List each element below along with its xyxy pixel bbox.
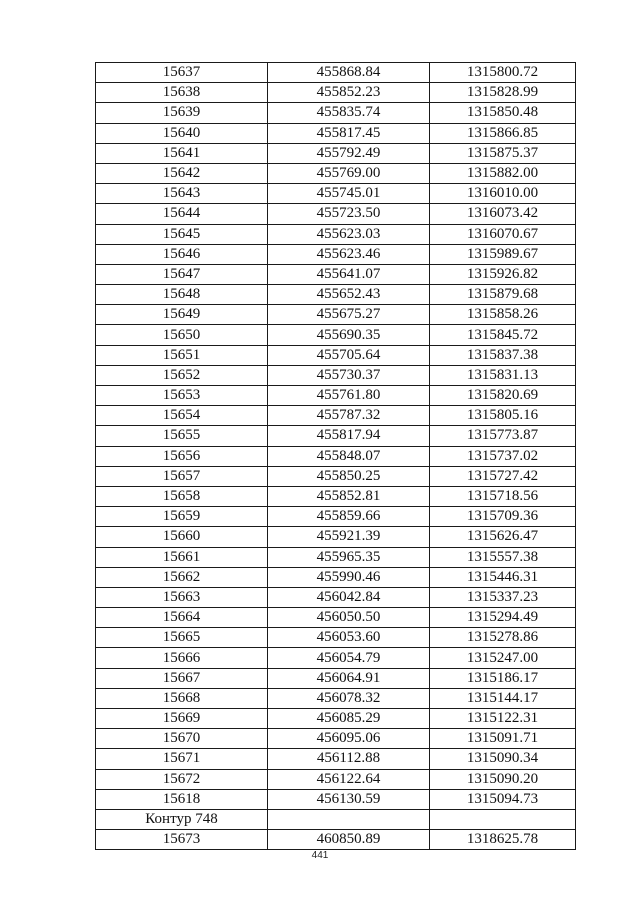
point-number-cell: 15670 (96, 729, 268, 749)
y-coordinate-cell: 1315094.73 (430, 789, 576, 809)
x-coordinate-cell: 455859.66 (268, 507, 430, 527)
x-coordinate-cell: 455723.50 (268, 204, 430, 224)
table-row (96, 486, 576, 506)
point-number-cell: 15652 (96, 365, 268, 385)
x-coordinate-cell: 460850.89 (268, 830, 430, 850)
x-coordinate-cell: 455817.94 (268, 426, 430, 446)
empty-cell (268, 809, 430, 829)
point-number-cell: 15654 (96, 406, 268, 426)
point-number-cell: 15660 (96, 527, 268, 547)
x-coordinate-cell: 455675.27 (268, 305, 430, 325)
table-row (96, 527, 576, 547)
y-coordinate-cell: 1315850.48 (430, 103, 576, 123)
table-row (96, 325, 576, 345)
x-coordinate-cell: 456095.06 (268, 729, 430, 749)
y-coordinate-cell: 1315557.38 (430, 547, 576, 567)
table-row (96, 466, 576, 486)
point-number-cell: 15665 (96, 628, 268, 648)
x-coordinate-cell: 455965.35 (268, 547, 430, 567)
table-row (96, 789, 576, 809)
y-coordinate-cell: 1315989.67 (430, 244, 576, 264)
point-number-cell: 15642 (96, 163, 268, 183)
coordinates-table (95, 62, 576, 850)
x-coordinate-cell: 455745.01 (268, 184, 430, 204)
point-number-cell: 15640 (96, 123, 268, 143)
y-coordinate-cell: 1315737.02 (430, 446, 576, 466)
y-coordinate-cell: 1315882.00 (430, 163, 576, 183)
table-row (96, 547, 576, 567)
table-row (96, 769, 576, 789)
point-number-cell: 15650 (96, 325, 268, 345)
point-number-cell: 15671 (96, 749, 268, 769)
table-row (96, 285, 576, 305)
x-coordinate-cell: 456042.84 (268, 587, 430, 607)
point-number-cell: 15639 (96, 103, 268, 123)
point-number-cell: 15664 (96, 608, 268, 628)
point-number-cell: 15638 (96, 83, 268, 103)
y-coordinate-cell: 1315122.31 (430, 709, 576, 729)
table-row (96, 668, 576, 688)
y-coordinate-cell: 1315278.86 (430, 628, 576, 648)
y-coordinate-cell: 1315858.26 (430, 305, 576, 325)
y-coordinate-cell: 1316073.42 (430, 204, 576, 224)
x-coordinate-cell: 456085.29 (268, 709, 430, 729)
point-number-cell: 15653 (96, 386, 268, 406)
x-coordinate-cell: 456122.64 (268, 769, 430, 789)
table-row (96, 204, 576, 224)
table-row (96, 63, 576, 83)
table-row (96, 345, 576, 365)
x-coordinate-cell: 455868.84 (268, 63, 430, 83)
table-row (96, 224, 576, 244)
point-number-cell: 15668 (96, 688, 268, 708)
x-coordinate-cell: 456078.32 (268, 688, 430, 708)
x-coordinate-cell: 456112.88 (268, 749, 430, 769)
table-row (96, 83, 576, 103)
x-coordinate-cell: 456064.91 (268, 668, 430, 688)
y-coordinate-cell: 1315837.38 (430, 345, 576, 365)
y-coordinate-cell: 1315820.69 (430, 386, 576, 406)
x-coordinate-cell: 455787.32 (268, 406, 430, 426)
x-coordinate-cell: 455921.39 (268, 527, 430, 547)
point-number-cell: 15672 (96, 769, 268, 789)
x-coordinate-cell: 456054.79 (268, 648, 430, 668)
x-coordinate-cell: 455761.80 (268, 386, 430, 406)
point-number-cell: 15649 (96, 305, 268, 325)
x-coordinate-cell: 455623.46 (268, 244, 430, 264)
table-row (96, 264, 576, 284)
x-coordinate-cell: 455852.23 (268, 83, 430, 103)
table-row (96, 567, 576, 587)
point-number-cell: 15666 (96, 648, 268, 668)
point-number-cell: 15637 (96, 63, 268, 83)
x-coordinate-cell: 455652.43 (268, 285, 430, 305)
table-row (96, 103, 576, 123)
table-row (96, 608, 576, 628)
table-row (96, 305, 576, 325)
point-number-cell: 15641 (96, 143, 268, 163)
table-row (96, 830, 576, 850)
x-coordinate-cell: 455641.07 (268, 264, 430, 284)
y-coordinate-cell: 1315800.72 (430, 63, 576, 83)
page-number: 441 (311, 850, 329, 861)
y-coordinate-cell: 1316070.67 (430, 224, 576, 244)
table-row (96, 587, 576, 607)
y-coordinate-cell: 1315831.13 (430, 365, 576, 385)
x-coordinate-cell: 455848.07 (268, 446, 430, 466)
x-coordinate-cell: 456050.50 (268, 608, 430, 628)
empty-cell (430, 809, 576, 829)
point-number-cell: 15662 (96, 567, 268, 587)
x-coordinate-cell: 455623.03 (268, 224, 430, 244)
point-number-cell: 15667 (96, 668, 268, 688)
point-number-cell: 15647 (96, 264, 268, 284)
table-row (96, 688, 576, 708)
y-coordinate-cell: 1315090.34 (430, 749, 576, 769)
table-row (96, 749, 576, 769)
x-coordinate-cell: 455730.37 (268, 365, 430, 385)
point-number-cell: 15658 (96, 486, 268, 506)
point-number-cell: 15657 (96, 466, 268, 486)
y-coordinate-cell: 1315926.82 (430, 264, 576, 284)
x-coordinate-cell: 455852.81 (268, 486, 430, 506)
point-number-cell: 15656 (96, 446, 268, 466)
y-coordinate-cell: 1315337.23 (430, 587, 576, 607)
y-coordinate-cell: 1315773.87 (430, 426, 576, 446)
table-row (96, 143, 576, 163)
table-row (96, 446, 576, 466)
table-row (96, 184, 576, 204)
y-coordinate-cell: 1315805.16 (430, 406, 576, 426)
y-coordinate-cell: 1315294.49 (430, 608, 576, 628)
y-coordinate-cell: 1315727.42 (430, 466, 576, 486)
x-coordinate-cell: 455850.25 (268, 466, 430, 486)
point-number-cell: 15663 (96, 587, 268, 607)
x-coordinate-cell: 455769.00 (268, 163, 430, 183)
x-coordinate-cell: 456130.59 (268, 789, 430, 809)
point-number-cell: 15655 (96, 426, 268, 446)
table-row (96, 244, 576, 264)
x-coordinate-cell: 455690.35 (268, 325, 430, 345)
table-row (96, 426, 576, 446)
table-row (96, 163, 576, 183)
contour-label: Контур 748 (96, 809, 268, 829)
y-coordinate-cell: 1318625.78 (430, 830, 576, 850)
table-row (96, 123, 576, 143)
table-row (96, 628, 576, 648)
point-number-cell: 15669 (96, 709, 268, 729)
table-row (96, 729, 576, 749)
x-coordinate-cell: 456053.60 (268, 628, 430, 648)
contour-header-row (96, 809, 576, 829)
x-coordinate-cell: 455990.46 (268, 567, 430, 587)
table-row (96, 386, 576, 406)
point-number-cell: 15643 (96, 184, 268, 204)
y-coordinate-cell: 1315845.72 (430, 325, 576, 345)
y-coordinate-cell: 1315091.71 (430, 729, 576, 749)
x-coordinate-cell: 455817.45 (268, 123, 430, 143)
y-coordinate-cell: 1315144.17 (430, 688, 576, 708)
point-number-cell: 15659 (96, 507, 268, 527)
point-number-cell: 15661 (96, 547, 268, 567)
y-coordinate-cell: 1315709.36 (430, 507, 576, 527)
y-coordinate-cell: 1315186.17 (430, 668, 576, 688)
table-row (96, 365, 576, 385)
x-coordinate-cell: 455835.74 (268, 103, 430, 123)
point-number-cell: 15618 (96, 789, 268, 809)
y-coordinate-cell: 1315446.31 (430, 567, 576, 587)
table-row (96, 648, 576, 668)
y-coordinate-cell: 1315879.68 (430, 285, 576, 305)
point-number-cell: 15646 (96, 244, 268, 264)
y-coordinate-cell: 1315875.37 (430, 143, 576, 163)
y-coordinate-cell: 1315718.56 (430, 486, 576, 506)
y-coordinate-cell: 1316010.00 (430, 184, 576, 204)
y-coordinate-cell: 1315626.47 (430, 527, 576, 547)
y-coordinate-cell: 1315247.00 (430, 648, 576, 668)
y-coordinate-cell: 1315866.85 (430, 123, 576, 143)
point-number-cell: 15651 (96, 345, 268, 365)
y-coordinate-cell: 1315090.20 (430, 769, 576, 789)
x-coordinate-cell: 455705.64 (268, 345, 430, 365)
table-row (96, 507, 576, 527)
table-row (96, 709, 576, 729)
point-number-cell: 15648 (96, 285, 268, 305)
point-number-cell: 15673 (96, 830, 268, 850)
point-number-cell: 15644 (96, 204, 268, 224)
y-coordinate-cell: 1315828.99 (430, 83, 576, 103)
point-number-cell: 15645 (96, 224, 268, 244)
coordinates-table-body (96, 63, 576, 850)
table-row (96, 406, 576, 426)
x-coordinate-cell: 455792.49 (268, 143, 430, 163)
